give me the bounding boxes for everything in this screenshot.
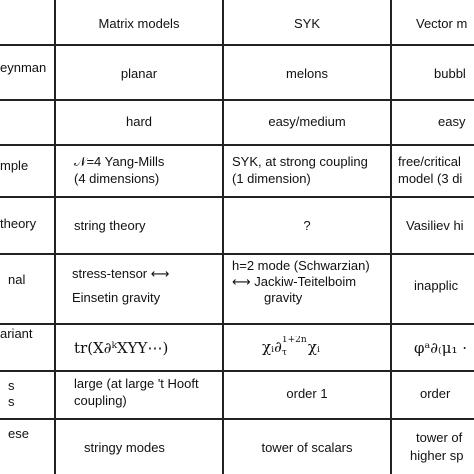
cell-r3-matrix-line1: 𝒩=4 Yang-Mills (74, 154, 165, 169)
cell-r3-syk-line1: SYK, at strong coupling (232, 154, 368, 169)
cell-r4-syk: ? (303, 218, 311, 233)
cell-r6-vector-operator: φᵃ∂₍μ₁ · (414, 340, 468, 356)
cell-r3-vector-line2: model (3 di (398, 171, 463, 186)
header-matrix-models: Matrix models (98, 16, 180, 31)
cell-r5-syk-line2: ⟷ Jackiw-Teitelboim (232, 274, 357, 289)
cell-r2-matrix: hard (125, 114, 153, 129)
cell-r7-syk: order 1 (286, 386, 328, 401)
syk-operator-subscript: τ (281, 348, 287, 358)
row-label-nal: nal (8, 272, 26, 287)
cell-r8-vector-line2: higher sp (410, 448, 464, 463)
syk-operator-tail: χᵢ (307, 338, 320, 356)
syk-operator-main: χᵢ∂ (262, 338, 282, 356)
row-divider-8 (0, 418, 474, 420)
cell-r5-matrix-line2: Einsetin gravity (72, 290, 161, 305)
cell-r2-syk: easy/medium (268, 114, 346, 129)
row-divider-2 (0, 99, 474, 101)
row-divider-7 (0, 370, 474, 372)
cell-r3-vector-line1: free/critical (398, 154, 461, 169)
row-label-ese: ese (8, 426, 29, 441)
cell-r6-syk-operator (262, 336, 320, 362)
header-syk: SYK (293, 16, 320, 31)
cell-r5-syk-line3: gravity (264, 290, 303, 305)
row-label-s-1: s (8, 378, 15, 393)
row-label-theory: theory (0, 216, 37, 231)
row-divider-3 (0, 144, 474, 146)
cell-r5-matrix-line1: stress-tensor ⟷ (72, 266, 170, 281)
cell-r7-vector: order (420, 386, 451, 401)
row-divider-6 (0, 323, 474, 325)
row-label-s-2: s (8, 394, 15, 409)
cell-r5-syk-line1: h=2 mode (Schwarzian) (232, 258, 370, 273)
cell-r8-matrix: stringy modes (84, 440, 165, 455)
cell-r7-matrix-line2: coupling) (74, 393, 127, 408)
row-divider-4 (0, 196, 474, 198)
cell-r7-matrix-line1: large (at large 't Hooft (74, 376, 199, 391)
cell-r8-vector-line1: tower of (416, 430, 463, 445)
row-divider-5 (0, 253, 474, 255)
cell-r3-syk-line2: (1 dimension) (232, 171, 311, 186)
cell-r5-vector: inapplic (414, 278, 459, 293)
row-label-invariant: ariant (0, 326, 33, 341)
cell-r3-matrix-line2: (4 dimensions) (74, 171, 160, 186)
cell-r6-matrix-operator: tr(X∂ᵏXYY⋯) (74, 340, 169, 356)
row-label-example: mple (0, 158, 29, 173)
row-divider-1 (0, 44, 474, 46)
cell-r1-syk: melons (286, 66, 328, 81)
row-label-feynman: eynman (0, 60, 47, 75)
cell-r4-matrix: string theory (74, 218, 146, 233)
cell-r4-vector: Vasiliev hi (406, 218, 464, 233)
syk-operator-superscript: 1+2n (281, 336, 307, 345)
cell-r2-vector: easy (438, 114, 466, 129)
cell-r8-syk: tower of scalars (261, 440, 353, 455)
cell-r1-matrix: planar (120, 66, 158, 81)
header-vector-models: Vector m (416, 16, 468, 31)
column-divider-3 (390, 0, 392, 474)
cell-r1-vector: bubbl (434, 66, 466, 81)
